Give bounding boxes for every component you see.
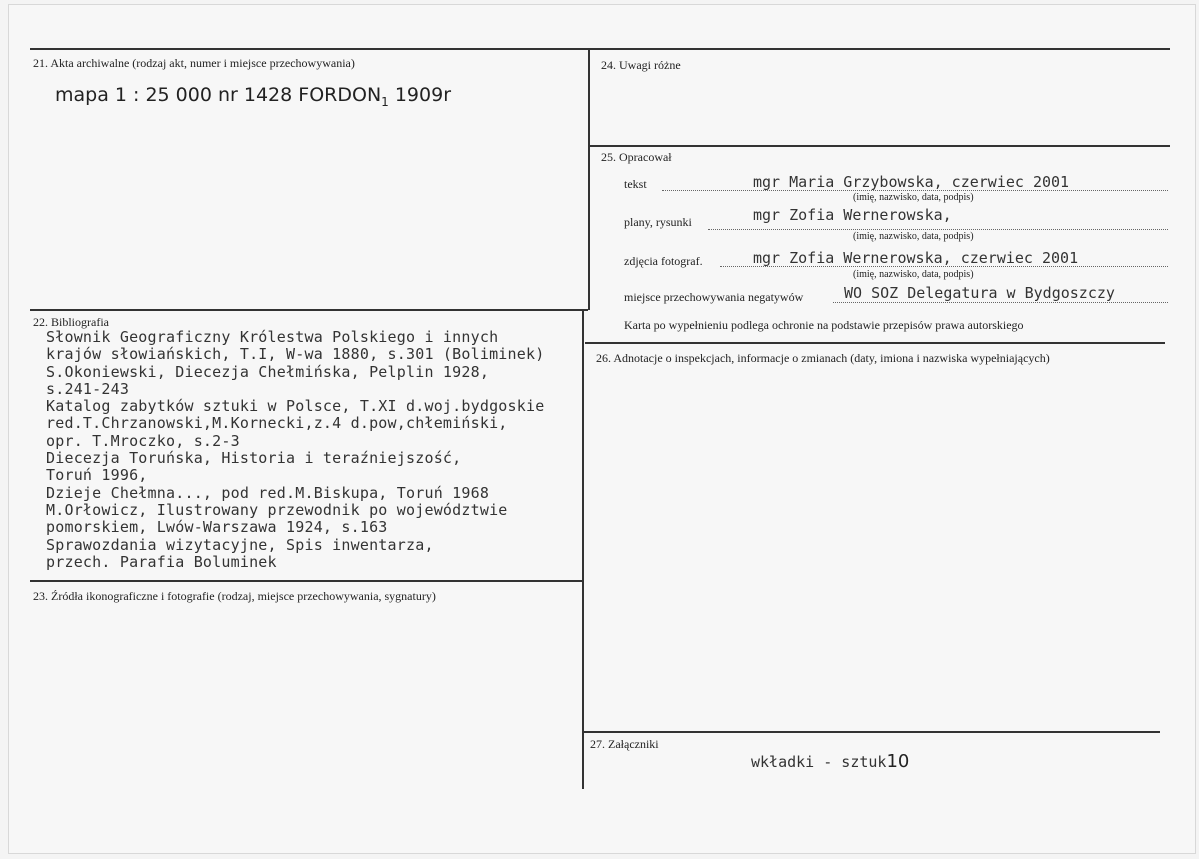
negatywy-value: WO SOZ Delegatura w Bydgoszczy xyxy=(844,284,1115,302)
plany-hint: (imię, nazwisko, data, podpis) xyxy=(853,231,974,242)
zdjecia-value: mgr Zofia Wernerowska, czerwiec 2001 xyxy=(753,249,1079,267)
attachments-typed: wkładki - sztuk xyxy=(751,753,887,771)
archive-map-year: 1909r xyxy=(394,84,452,106)
attachments-count: 10 xyxy=(886,751,910,772)
divider-center-upper xyxy=(588,48,590,310)
divider-center-lower xyxy=(582,310,584,789)
divider-top xyxy=(30,48,1170,50)
divider-21-22 xyxy=(30,309,588,311)
section-23-label: 23. Źródła ikonograficzne i fotografie (rodzaj, miejsce przechowywania, sygnatury) xyxy=(33,589,436,603)
negatywy-line xyxy=(833,302,1168,303)
section-24-label: 24. Uwagi różne xyxy=(601,58,681,72)
zdjecia-hint: (imię, nazwisko, data, podpis) xyxy=(853,269,974,280)
plany-label: plany, rysunki xyxy=(624,215,692,229)
section-21-label: 21. Akta archiwalne (rodzaj akt, numer i miejsce przechowywania) xyxy=(33,56,355,70)
section-26-label: 26. Adnotacje o inspekcjach, informacje o zmianach (daty, imiona i nazwiska wypełniających) xyxy=(596,351,1050,365)
archive-map-subscript: 1 xyxy=(381,94,389,109)
attachments-value xyxy=(751,751,909,772)
divider-26-27 xyxy=(583,731,1160,733)
section-21-value xyxy=(55,84,451,109)
section-27-label: 27. Załączniki xyxy=(590,737,659,751)
negatywy-label: miejsce przechowywania negatywów xyxy=(624,290,804,304)
divider-25-26 xyxy=(585,342,1165,344)
tekst-value: mgr Maria Grzybowska, czerwiec 2001 xyxy=(753,173,1070,191)
zdjecia-label: zdjęcia fotograf. xyxy=(624,254,703,268)
tekst-hint: (imię, nazwisko, data, podpis) xyxy=(853,192,974,203)
section-25-label: 25. Opracował xyxy=(601,150,672,164)
divider-24-25 xyxy=(590,145,1170,147)
bibliography-text: Słownik Geograficzny Królestwa Polskiego i innych krajów słowiańskich, T.I, W-wa 1880, s.301 (Boliminek) S.Okoniewski, Diecezja Chełmińska, Pelplin 1928, s.241-243 Katalog zabytków sztuki w Polsce, T.XI d.woj.bydgoskie red.T.Chrzanowski,M.Kornecki,z.4 d.pow,chłemiński, opr. T.Mroczko, s.2-3 Diecezja Toruńska, Historia i teraźniejszość, Toruń 1996, Dzieje Chełmna..., pod red.M.Biskupa, Toruń 1968 M.Orłowicz, Ilustrowany przewodnik po województwie pomorskiem, Lwów-Warszawa 1924, s.163 Sprawozdania wizytacyjne, Spis inwentarza, przech. Parafia Boluminek xyxy=(46,328,545,571)
divider-22-23 xyxy=(30,580,583,582)
plany-line xyxy=(708,229,1168,230)
copyright-note: Karta po wypełnieniu podlega ochronie na podstawie przepisów prawa autorskiego xyxy=(624,318,1024,332)
section-22-label: 22. Bibliografia xyxy=(33,315,109,329)
plany-value: mgr Zofia Wernerowska, xyxy=(753,206,952,224)
tekst-label: tekst xyxy=(624,177,647,191)
archive-map-entry: mapa 1 : 25 000 nr 1428 FORDON xyxy=(55,84,382,106)
